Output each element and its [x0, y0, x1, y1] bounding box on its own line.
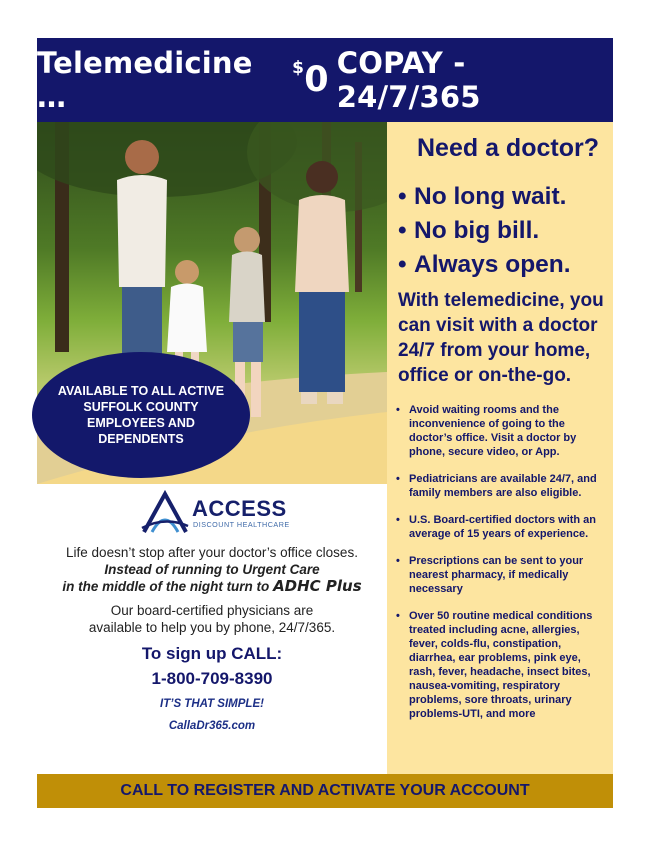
physicians-line-2: available to help you by phone, 24/7/365. — [88, 620, 336, 635]
header-banner — [37, 38, 613, 122]
bullet-dot-icon: • — [398, 217, 407, 244]
eligibility-text: AVAILABLE TO ALL ACTIVE SUFFOLK COUNTY EMPLOYEES AND DEPENDENTS — [57, 384, 225, 446]
eligibility-oval — [32, 352, 250, 478]
logo-name: ACCESS — [192, 496, 287, 521]
footer-text: CALL TO REGISTER AND ACTIVATE YOUR ACCOUNT — [120, 782, 530, 799]
bullet-dot-icon: • — [398, 183, 407, 210]
big-bullet-item: • No big bill. — [398, 214, 571, 248]
bullet-dot-icon: • — [396, 555, 400, 567]
signup-heading: To sign up CALL: — [141, 644, 283, 663]
bullet-dot-icon: • — [396, 404, 400, 416]
intro-line-1: Life doesn’t stop after your doctor’s office closes. — [66, 545, 358, 560]
intro-line-2: Instead of running to Urgent Care — [104, 562, 320, 577]
header-dollar-sign: $ — [292, 58, 305, 78]
footer-banner — [37, 774, 613, 808]
logo-tagline: DISCOUNT HEALTHCARE — [193, 520, 290, 529]
bullet-dot-icon: • — [396, 610, 400, 622]
access-logo — [140, 490, 300, 536]
physicians-text — [37, 602, 387, 636]
benefit-item: • Over 50 routine medical conditions treated including acne, allergies, fever, colds-flu, constipation, diarrhea, ear problems, pink eye, rash, fever, headache, insect bites, nausea-vomiting, respiratory problems, sore throats, urinary problems-UTI, and more — [396, 610, 593, 720]
benefit-item: • Pediatricians are available 24/7, and family members are also eligible. — [396, 473, 597, 499]
big-bullet-list — [398, 180, 571, 282]
benefit-item: • U.S. Board-certified doctors with an average of 15 years of experience. — [396, 514, 597, 540]
telemedicine-description: With telemedicine, you can visit with a doctor 24/7 from your home, office or on-the-go. — [398, 290, 604, 386]
header-zero: 0 — [304, 60, 329, 100]
big-bullet-item: • Always open. — [398, 248, 571, 282]
bullet-dot-icon: • — [396, 514, 400, 526]
bullet-dot-icon: • — [398, 251, 407, 278]
simple-tagline: IT’S THAT SIMPLE! — [160, 698, 264, 710]
access-logo-icon — [140, 490, 190, 536]
intro-line-3: in the middle of the night turn to — [62, 579, 274, 594]
phone-number[interactable]: 1-800-709-8390 — [151, 669, 273, 688]
benefit-item: • Avoid waiting rooms and the inconvenience of going to the doctor’s office. Visit a doctor by phone, secure video, or App. — [396, 404, 577, 458]
bullet-dot-icon: • — [396, 473, 400, 485]
need-a-doctor-heading: Need a doctor? — [417, 134, 599, 162]
website-link[interactable]: CallaDr365.com — [168, 720, 256, 732]
benefit-list — [393, 403, 608, 734]
big-bullet-item: • No long wait. — [398, 180, 571, 214]
header-title-suffix: COPAY - 24/7/365 — [336, 46, 481, 114]
intro-text — [37, 544, 387, 595]
benefit-item: • Prescriptions can be sent to your nearest pharmacy, if medically necessary — [396, 555, 584, 595]
physicians-line-1: Our board-certified physicians are — [110, 603, 314, 618]
adhc-plus-brand: ADHC Plus — [273, 577, 362, 595]
header-title-prefix: Telemedicine … — [37, 46, 253, 114]
